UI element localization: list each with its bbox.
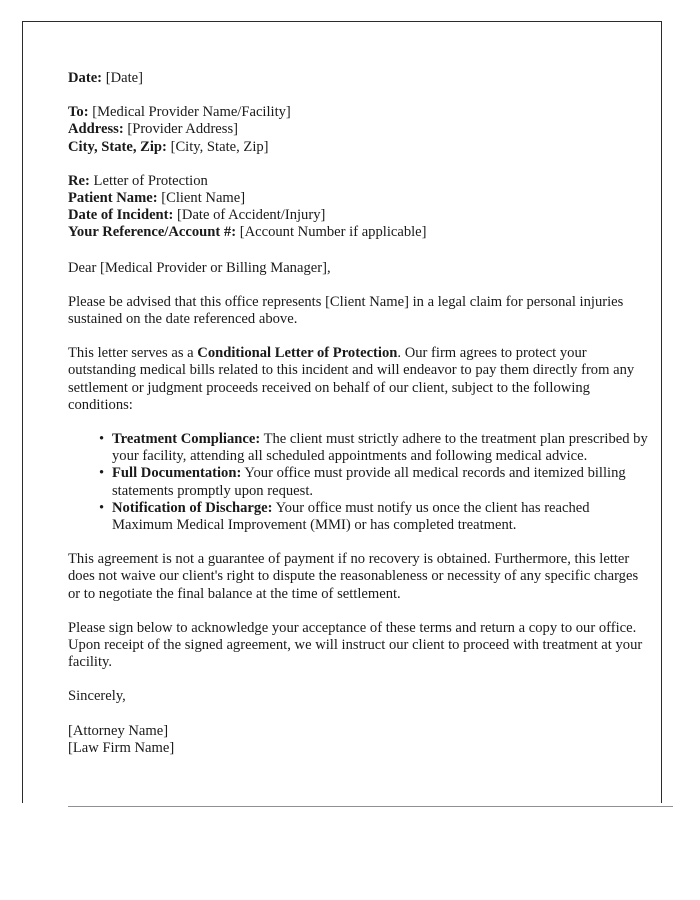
spacer (68, 328, 653, 345)
spacer (68, 603, 653, 620)
conditional-lop-emphasis: Conditional Letter of Protection (197, 345, 398, 362)
paragraph-2-lead: This letter serves as a (68, 345, 198, 362)
reference-date-of-incident-label: Date of Incident: (68, 207, 174, 224)
reference-account-line (68, 224, 653, 241)
spacer (68, 277, 653, 294)
reference-date-of-incident-line (68, 207, 653, 224)
condition-text: The client must strictly adhere to the treatment plan prescribed by your facility, attending all scheduled appointments and following medical advice. (112, 431, 648, 465)
reference-re-line (68, 173, 653, 190)
salutation: Dear [Medical Provider or Billing Manager], (68, 259, 331, 276)
list-item (99, 500, 653, 534)
reference-account-label: Your Reference/Account #: (68, 224, 237, 241)
spacer (68, 156, 653, 173)
paragraph-2-tail: . Our firm agrees to protect your outstanding medical bills related to this incident and will endeavor to pay them directly from any settlement or judgment proceeds received on behalf of our client, subject to the following conditions: (68, 345, 635, 413)
reference-account-value: [Account Number if applicable] (239, 224, 427, 241)
reference-patient-name-label: Patient Name: (68, 190, 158, 207)
signature-block (68, 723, 653, 757)
date-line (68, 70, 653, 87)
reference-date-of-incident-value: [Date of Accident/Injury] (177, 207, 326, 224)
body-paragraph-3: This agreement is not a guarantee of payment if no recovery is obtained. Furthermore, this letter does not waive our client's right to dispute the reasonableness or necessity of any specific charges or to negotiate the final balance at the time of settlement. (68, 551, 639, 602)
recipient-city-state-zip-value: [City, State, Zip] (170, 138, 269, 155)
attorney-name: [Attorney Name] (68, 722, 169, 739)
body-paragraph-4: Please sign below to acknowledge your acceptance of these terms and return a copy to our office. Upon receipt of the signed agreement, we will instruct our client to proceed with treatment at your facility. (68, 619, 643, 671)
list-item (99, 431, 653, 465)
recipient-to-value: [Medical Provider Name/Facility] (92, 104, 291, 121)
list-item (99, 465, 653, 499)
condition-text: Your office must provide all medical records and itemized billing statements promptly upon request. (112, 465, 626, 499)
law-firm-name: [Law Firm Name] (68, 739, 175, 756)
condition-text: Your office must notify us once the client has reached Maximum Medical Improvement (MMI) or has completed treatment. (112, 499, 590, 534)
condition-title: Full Documentation: (112, 465, 242, 482)
reference-block (68, 173, 653, 242)
signature-line (68, 806, 673, 807)
date-value: [Date] (105, 70, 143, 86)
spacer (68, 414, 653, 431)
date-label: Date: (68, 70, 103, 86)
closing-sign-off: Sincerely, (68, 688, 126, 705)
spacer (68, 242, 653, 260)
recipient-city-state-zip-label: City, State, Zip: (68, 138, 167, 155)
document-page (22, 21, 662, 803)
body-paragraph-2 (68, 345, 653, 414)
recipient-block (68, 104, 653, 156)
recipient-address-value: [Provider Address] (127, 121, 238, 138)
body-paragraph-1: Please be advised that this office represents [Client Name] in a legal claim for personal injuries sustained on the date referenced above. (68, 293, 624, 328)
reference-patient-name-value: [Client Name] (161, 190, 246, 207)
conditions-list (68, 431, 653, 534)
spacer (68, 671, 653, 688)
spacer (68, 706, 653, 723)
condition-title: Treatment Compliance: (112, 431, 261, 448)
recipient-address-label: Address: (68, 121, 124, 138)
letter-content (68, 70, 653, 757)
recipient-to-line (68, 104, 653, 121)
condition-title: Notification of Discharge: (112, 499, 273, 516)
reference-re-label: Re: (68, 172, 90, 189)
recipient-city-state-zip-line (68, 139, 653, 156)
reference-re-value: Letter of Protection (93, 172, 208, 189)
recipient-to-label: To: (68, 104, 89, 121)
spacer (68, 534, 653, 551)
reference-patient-name-line (68, 190, 653, 207)
spacer (68, 87, 653, 104)
recipient-address-line (68, 121, 653, 138)
